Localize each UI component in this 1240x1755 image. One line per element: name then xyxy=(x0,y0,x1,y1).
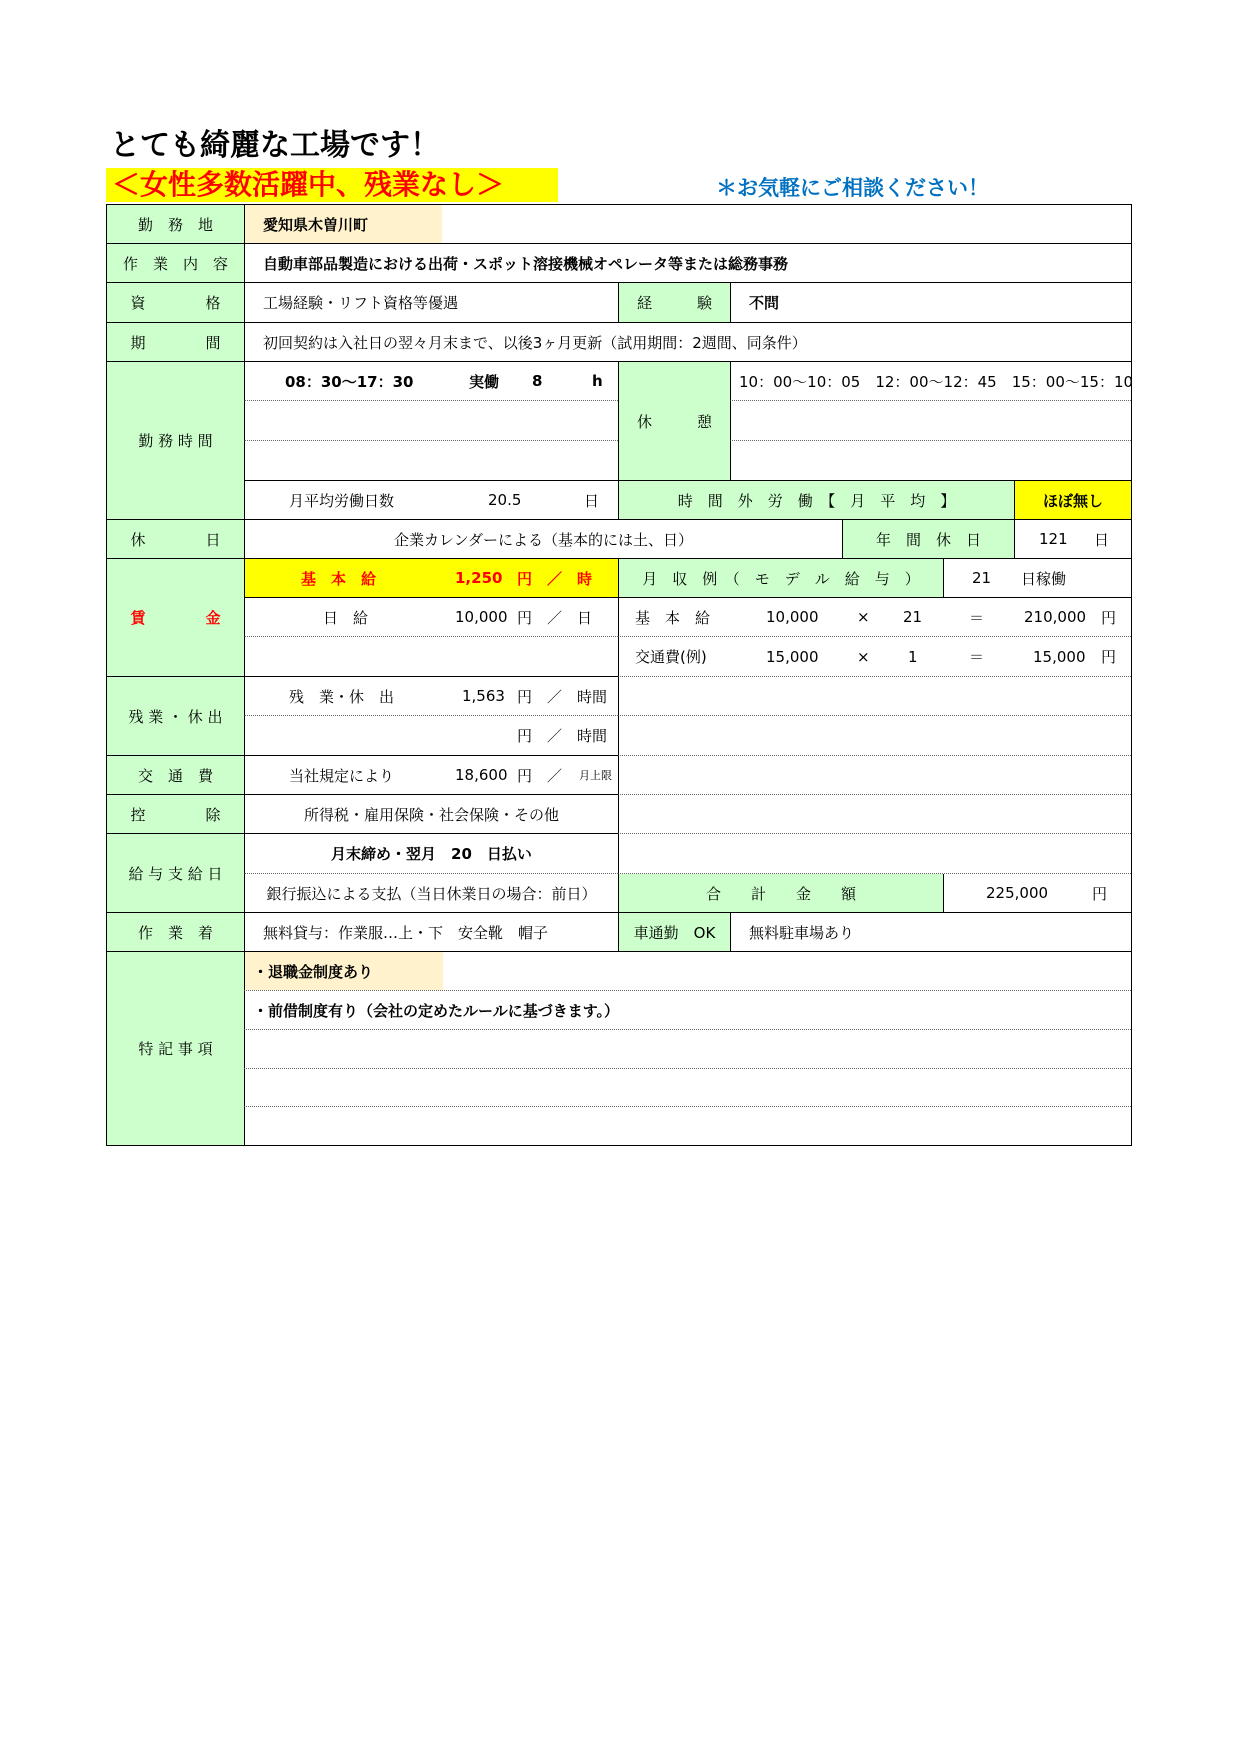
value-pay-day: 月末締め・翌月 20 日払い xyxy=(244,834,618,874)
hours-unit: h xyxy=(592,372,603,390)
ot-right-empty-2 xyxy=(618,716,1131,756)
calc-row-2 xyxy=(618,637,1131,677)
label-holidays: 休 日 xyxy=(107,520,244,559)
ot-row xyxy=(244,677,618,716)
avg-days: 20.5 xyxy=(488,491,522,509)
base-pay-label: 基 本 給 xyxy=(301,569,377,588)
ot-pay: 1,563 xyxy=(462,687,505,705)
monthly-days-cell xyxy=(943,559,1131,598)
total-unit: 円 xyxy=(1092,884,1108,903)
headline: とても綺麗な工場です！ xyxy=(110,128,440,163)
label-annual-holidays: 年 間 休 日 xyxy=(842,520,1014,559)
transport-row xyxy=(244,756,618,795)
cta-text: ＊お気軽にご相談ください！ xyxy=(716,176,989,200)
break-empty-1 xyxy=(730,401,1131,441)
label-transport: 交 通 費 xyxy=(107,756,244,795)
hours-num: 8 xyxy=(532,372,543,390)
calc1-label: 基 本 給 xyxy=(635,608,711,627)
avg-days-row xyxy=(244,481,618,520)
label-total-amount: 合 計 金 額 xyxy=(618,874,943,913)
label-overtime: 残 業 ・ 休 出 xyxy=(107,677,244,756)
label-qualification: 資 格 xyxy=(107,283,244,323)
value-qualification: 工場経験・リフト資格等優遇 xyxy=(244,283,618,323)
calc1-result: 210,000 xyxy=(1024,608,1087,626)
label-car-commute: 車通勤 OK xyxy=(618,913,730,952)
value-pay-method: 銀行振込による支払（当日休業日の場合：前日） xyxy=(244,874,618,913)
transport-right-empty xyxy=(618,756,1131,795)
monthly-days: 21 xyxy=(972,569,992,587)
calc2-unit: 円 xyxy=(1101,648,1117,666)
label-wage: 賃 金 xyxy=(107,559,244,677)
calc1-unit: 円 xyxy=(1101,608,1117,627)
transport-limit: 月上限 xyxy=(579,769,612,782)
transport-pay: 18,600 xyxy=(455,766,508,784)
label-monthly-example: 月 収 例 （ モ デ ル 給 与 ） xyxy=(618,559,943,598)
label-work-content: 作 業 内 容 xyxy=(107,244,244,283)
ot-unit: 円 ／ 時間 xyxy=(517,687,608,706)
label-uniform: 作 業 着 xyxy=(107,913,244,952)
base-pay-row xyxy=(244,559,618,598)
value-location: 愛知県木曽川町 xyxy=(244,205,442,244)
calc1-b: 21 xyxy=(903,608,923,626)
calc2-b: 1 xyxy=(908,647,918,666)
location-empty xyxy=(442,205,1131,244)
monthly-days-unit: 日稼働 xyxy=(1021,569,1067,588)
label-experience: 経 験 xyxy=(618,283,730,323)
calc-row-1 xyxy=(618,598,1131,637)
label-overtime-avg: 時 間 外 労 働 【 月 平 均 】 xyxy=(618,481,1014,520)
annual-holidays-unit: 日 xyxy=(1094,530,1110,549)
work-hours-row xyxy=(244,362,618,401)
note-1: ・退職金制度あり xyxy=(245,952,443,990)
note-row-1 xyxy=(244,952,1131,991)
break-times: 10：00～10：05 12：00～12：45 15：00～15：10 xyxy=(730,362,1131,401)
value-parking: 無料駐車場あり xyxy=(730,913,1131,952)
note-empty-3 xyxy=(244,1107,1131,1145)
label-pay-day: 給 与 支 給 日 xyxy=(107,834,244,913)
value-holidays: 企業カレンダーによる（基本的には土、日） xyxy=(244,520,842,559)
hours-empty-1 xyxy=(244,401,618,441)
total-amount-cell xyxy=(943,874,1131,913)
value-uniform: 無料貸与：作業服…上・下 安全靴 帽子 xyxy=(244,913,618,952)
avg-days-unit: 日 xyxy=(584,491,600,510)
calc2-op: × xyxy=(857,647,870,666)
deductions-right-empty xyxy=(618,795,1131,834)
calc2-eq: ＝ xyxy=(969,648,985,666)
note-2: ・前借制度有り（会社の定めたルールに基づきます。） xyxy=(244,991,1131,1030)
note-empty-1 xyxy=(244,1030,1131,1069)
value-period: 初回契約は入社日の翌々月末まで、以後3ヶ月更新（試用期間：2週間、同条件） xyxy=(244,323,1131,362)
label-notes: 特 記 事 項 xyxy=(107,952,244,1145)
avg-days-label: 月平均労働日数 xyxy=(289,491,395,510)
ot-label: 残 業・休 出 xyxy=(289,687,395,706)
transport-unit: 円 ／ xyxy=(517,766,563,785)
base-pay-unit: 円 ／ 時 xyxy=(517,569,593,588)
hours-actual: 実働 xyxy=(469,372,500,391)
daily-pay-row xyxy=(244,598,618,637)
break-empty-2 xyxy=(730,441,1131,481)
note-empty-2 xyxy=(244,1069,1131,1107)
calc1-eq: ＝ xyxy=(969,608,985,627)
value-work-content: 自動車部品製造における出荷・スポット溶接機械オペレータ等または総務事務 xyxy=(244,244,1131,283)
job-form xyxy=(106,204,1132,1146)
banner: ＜女性多数活躍中、残業なし＞ xyxy=(106,168,558,202)
transport-label: 当社規定により xyxy=(289,766,395,785)
calc2-label: 交通費(例) xyxy=(635,648,707,666)
daily-pay: 10,000 xyxy=(455,608,508,626)
wage-empty xyxy=(244,637,618,677)
calc2-a: 15,000 xyxy=(766,647,819,666)
value-experience: 不問 xyxy=(730,283,1131,323)
label-deductions: 控 除 xyxy=(107,795,244,834)
annual-holidays: 121 xyxy=(1039,530,1068,548)
daily-unit: 円 ／ 日 xyxy=(517,608,593,627)
label-break: 休 憩 xyxy=(618,362,730,481)
calc1-op: × xyxy=(857,608,870,626)
label-period: 期 間 xyxy=(107,323,244,362)
label-work-hours: 勤 務 時 間 xyxy=(107,362,244,520)
ot-row-2 xyxy=(244,716,618,756)
calc2-result: 15,000 xyxy=(1033,647,1086,666)
ot-unit-2: 円 ／ 時間 xyxy=(517,727,608,745)
base-pay: 1,250 xyxy=(455,569,503,587)
value-deductions: 所得税・雇用保険・社会保険・その他 xyxy=(244,795,618,834)
annual-holidays-cell xyxy=(1014,520,1131,559)
daily-label: 日 給 xyxy=(323,608,369,627)
total-amount: 225,000 xyxy=(986,884,1049,902)
payday-right-empty xyxy=(618,834,1131,874)
calc1-a: 10,000 xyxy=(766,608,819,626)
ot-right-empty-1 xyxy=(618,677,1131,716)
hours-time: 08：30～17：30 xyxy=(285,372,414,391)
label-location: 勤 務 地 xyxy=(107,205,244,244)
hours-empty-2 xyxy=(244,441,618,481)
value-overtime-avg: ほぼ無し xyxy=(1014,481,1131,520)
